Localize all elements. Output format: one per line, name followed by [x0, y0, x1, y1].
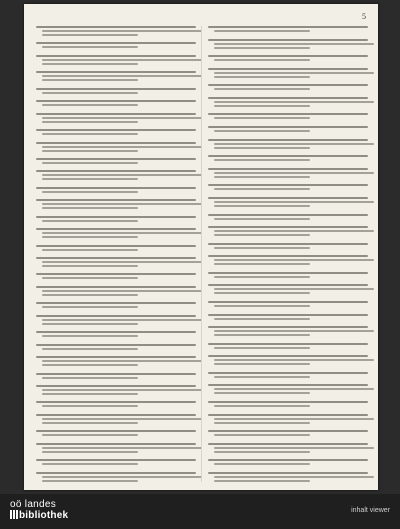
illegible-text-line [214, 43, 374, 45]
illegible-text-line [36, 245, 196, 247]
illegible-text-line [42, 393, 138, 395]
illegible-text-line [36, 302, 196, 304]
illegible-text-line [214, 159, 310, 161]
illegible-text-line [36, 430, 196, 432]
illegible-text-line [42, 150, 138, 152]
directory-entry [36, 113, 196, 123]
illegible-text-line [214, 388, 374, 390]
illegible-text-line [214, 422, 310, 424]
illegible-text-line [214, 230, 374, 232]
illegible-text-line [214, 305, 310, 307]
illegible-text-line [42, 360, 202, 362]
illegible-text-line [42, 30, 202, 32]
illegible-text-line [36, 472, 196, 474]
illegible-text-line [42, 79, 138, 81]
directory-entry [36, 42, 196, 48]
directory-entry [36, 472, 196, 482]
illegible-text-line [42, 207, 138, 209]
illegible-text-line [42, 476, 202, 478]
directory-entry [208, 184, 368, 190]
illegible-text-line [214, 330, 374, 332]
directory-entry [208, 84, 368, 90]
illegible-text-line [42, 418, 202, 420]
illegible-text-line [42, 265, 138, 267]
directory-entry [208, 197, 368, 207]
illegible-text-line [42, 377, 138, 379]
illegible-text-line [208, 214, 368, 216]
illegible-text-line [208, 430, 368, 432]
illegible-text-line [42, 463, 138, 465]
directory-entry [36, 100, 196, 106]
illegible-text-line [42, 104, 138, 106]
directory-entry [36, 199, 196, 209]
illegible-text-line [214, 318, 310, 320]
illegible-text-line [214, 405, 310, 407]
illegible-text-line [214, 30, 310, 32]
directory-entry [208, 272, 368, 278]
directory-entry [36, 344, 196, 350]
directory-entry [36, 228, 196, 238]
illegible-text-line [36, 414, 196, 416]
illegible-text-line [208, 184, 368, 186]
illegible-text-line [214, 59, 310, 61]
illegible-text-line [36, 273, 196, 275]
directory-entry [36, 302, 196, 308]
illegible-text-line [36, 129, 196, 131]
illegible-text-line [36, 228, 196, 230]
illegible-text-line [42, 294, 138, 296]
illegible-text-line [214, 463, 310, 465]
illegible-text-line [208, 459, 368, 461]
directory-entry [208, 284, 368, 294]
illegible-text-line [36, 373, 196, 375]
illegible-text-line [42, 451, 138, 453]
illegible-text-line [42, 133, 138, 135]
illegible-text-line [208, 226, 368, 228]
directory-entry [208, 472, 368, 482]
illegible-text-line [214, 176, 310, 178]
scanned-page [24, 4, 378, 490]
directory-entry [36, 129, 196, 135]
illegible-text-line [208, 84, 368, 86]
directory-entry [208, 430, 368, 436]
directory-entry [36, 26, 196, 36]
directory-entry [208, 443, 368, 453]
illegible-text-line [36, 142, 196, 144]
viewer-label[interactable]: inhalt viewer [351, 507, 390, 514]
directory-entry [36, 430, 196, 436]
column-divider [201, 26, 202, 482]
illegible-text-line [208, 355, 368, 357]
directory-entry [208, 414, 368, 424]
directory-entry [36, 401, 196, 407]
illegible-text-line [42, 59, 202, 61]
illegible-text-line [208, 139, 368, 141]
illegible-text-line [36, 187, 196, 189]
illegible-text-line [36, 42, 196, 44]
illegible-text-line [42, 146, 202, 148]
directory-entry [208, 314, 368, 320]
directory-entry [36, 216, 196, 222]
illegible-text-line [42, 162, 138, 164]
illegible-text-line [36, 71, 196, 73]
illegible-text-line [214, 288, 374, 290]
illegible-text-line [36, 385, 196, 387]
illegible-text-line [208, 472, 368, 474]
right-column [208, 26, 368, 482]
illegible-text-line [214, 434, 310, 436]
directory-entry [208, 26, 368, 32]
illegible-text-line [36, 216, 196, 218]
illegible-text-line [42, 306, 138, 308]
library-logo[interactable] [10, 499, 68, 521]
illegible-text-line [36, 443, 196, 445]
directory-entry [208, 168, 368, 178]
illegible-text-line [208, 255, 368, 257]
illegible-text-line [36, 158, 196, 160]
left-column [36, 26, 196, 482]
illegible-text-line [214, 47, 310, 49]
illegible-text-line [214, 363, 310, 365]
illegible-text-line [208, 372, 368, 374]
directory-entry [36, 142, 196, 152]
illegible-text-line [42, 405, 138, 407]
illegible-text-line [214, 480, 310, 482]
directory-entry [208, 343, 368, 349]
directory-entry [36, 88, 196, 94]
illegible-text-line [42, 389, 202, 391]
illegible-text-line [208, 443, 368, 445]
illegible-text-line [36, 286, 196, 288]
directory-entry [208, 214, 368, 220]
illegible-text-line [42, 323, 138, 325]
illegible-text-line [42, 348, 138, 350]
directory-entry [36, 459, 196, 465]
logo-line-1: oö landes [10, 499, 57, 510]
directory-entry [208, 226, 368, 236]
illegible-text-line [208, 272, 368, 274]
directory-entry [36, 315, 196, 325]
illegible-text-line [42, 447, 202, 449]
illegible-text-line [36, 356, 196, 358]
illegible-text-line [42, 203, 202, 205]
directory-entry [36, 245, 196, 251]
illegible-text-line [42, 46, 138, 48]
illegible-text-line [214, 105, 310, 107]
directory-entry [36, 414, 196, 424]
illegible-text-line [208, 243, 368, 245]
illegible-text-line [214, 418, 374, 420]
directory-entry [36, 331, 196, 337]
illegible-text-line [42, 277, 138, 279]
directory-entry [208, 372, 368, 378]
directory-entry [36, 55, 196, 65]
illegible-text-line [42, 249, 138, 251]
directory-entry [208, 384, 368, 394]
logo-line-2 [10, 510, 68, 521]
illegible-text-line [208, 384, 368, 386]
illegible-text-line [42, 174, 202, 176]
directory-entry [36, 443, 196, 453]
page-number: 5 [362, 12, 366, 21]
illegible-text-line [214, 101, 374, 103]
illegible-text-line [214, 205, 310, 207]
directory-entry [208, 243, 368, 249]
directory-entry [208, 139, 368, 149]
illegible-text-line [42, 364, 138, 366]
illegible-text-line [36, 315, 196, 317]
illegible-text-line [208, 26, 368, 28]
illegible-text-line [214, 476, 374, 478]
illegible-text-line [208, 284, 368, 286]
illegible-text-line [42, 75, 202, 77]
illegible-text-line [214, 72, 374, 74]
illegible-text-line [214, 247, 310, 249]
illegible-text-line [214, 143, 374, 145]
directory-entry [36, 373, 196, 379]
illegible-text-line [214, 292, 310, 294]
illegible-text-line [214, 234, 310, 236]
illegible-text-line [36, 459, 196, 461]
illegible-text-line [42, 34, 138, 36]
illegible-text-line [36, 199, 196, 201]
illegible-text-line [42, 220, 138, 222]
illegible-text-line [208, 113, 368, 115]
directory-entry [208, 255, 368, 265]
illegible-text-line [214, 392, 310, 394]
illegible-text-line [214, 347, 310, 349]
illegible-text-line [42, 92, 138, 94]
illegible-text-line [208, 168, 368, 170]
illegible-text-line [208, 326, 368, 328]
illegible-text-line [214, 447, 374, 449]
directory-entry [36, 356, 196, 366]
illegible-text-line [214, 188, 310, 190]
illegible-text-line [36, 88, 196, 90]
directory-entry [208, 68, 368, 78]
illegible-text-line [42, 319, 202, 321]
directory-entry [208, 39, 368, 49]
directory-entry [208, 301, 368, 307]
illegible-text-line [208, 55, 368, 57]
illegible-text-line [42, 480, 138, 482]
illegible-text-line [36, 331, 196, 333]
illegible-text-line [214, 334, 310, 336]
illegible-text-line [214, 130, 310, 132]
directory-entry [208, 355, 368, 365]
footer-bar [0, 494, 400, 529]
illegible-text-line [208, 343, 368, 345]
illegible-text-line [42, 290, 202, 292]
logo-mark-icon [13, 510, 15, 519]
directory-entry [208, 326, 368, 336]
illegible-text-line [42, 121, 138, 123]
illegible-text-line [214, 376, 310, 378]
directory-entry [208, 401, 368, 407]
illegible-text-line [214, 263, 310, 265]
illegible-text-line [208, 39, 368, 41]
illegible-text-line [208, 314, 368, 316]
illegible-text-line [214, 172, 374, 174]
illegible-text-line [208, 97, 368, 99]
directory-entry [208, 155, 368, 161]
logo-line-2-text: bibliothek [19, 510, 69, 521]
directory-entry [36, 71, 196, 81]
logo-mark-icon [16, 510, 18, 519]
directory-entry [36, 273, 196, 279]
logo-mark-icon [10, 510, 12, 519]
directory-entry [36, 286, 196, 296]
illegible-text-line [208, 155, 368, 157]
illegible-text-line [36, 344, 196, 346]
illegible-text-line [42, 63, 138, 65]
illegible-text-line [208, 401, 368, 403]
illegible-text-line [42, 191, 138, 193]
directory-entry [36, 187, 196, 193]
illegible-text-line [42, 117, 202, 119]
illegible-text-line [214, 201, 374, 203]
illegible-text-line [36, 401, 196, 403]
directory-entry [36, 170, 196, 180]
illegible-text-line [36, 55, 196, 57]
illegible-text-line [208, 301, 368, 303]
illegible-text-line [42, 434, 138, 436]
illegible-text-line [42, 232, 202, 234]
illegible-text-line [208, 197, 368, 199]
directory-entry [208, 113, 368, 119]
illegible-text-line [214, 218, 310, 220]
directory-entry [36, 257, 196, 267]
illegible-text-line [214, 276, 310, 278]
illegible-text-line [214, 451, 310, 453]
illegible-text-line [208, 68, 368, 70]
directory-entry [208, 126, 368, 132]
directory-entry [208, 459, 368, 465]
illegible-text-line [42, 236, 138, 238]
directory-entry [36, 158, 196, 164]
illegible-text-line [214, 117, 310, 119]
illegible-text-line [208, 126, 368, 128]
illegible-text-line [36, 100, 196, 102]
illegible-text-line [42, 422, 138, 424]
illegible-text-line [36, 26, 196, 28]
illegible-text-line [36, 257, 196, 259]
illegible-text-line [42, 261, 202, 263]
directory-entry [208, 97, 368, 107]
illegible-text-line [214, 359, 374, 361]
illegible-text-line [214, 76, 310, 78]
illegible-text-line [214, 259, 374, 261]
illegible-text-line [36, 113, 196, 115]
illegible-text-line [214, 147, 310, 149]
illegible-text-line [214, 88, 310, 90]
directory-entry [208, 55, 368, 61]
illegible-text-line [42, 335, 138, 337]
directory-entry [36, 385, 196, 395]
illegible-text-line [208, 414, 368, 416]
illegible-text-line [36, 170, 196, 172]
illegible-text-line [42, 178, 138, 180]
